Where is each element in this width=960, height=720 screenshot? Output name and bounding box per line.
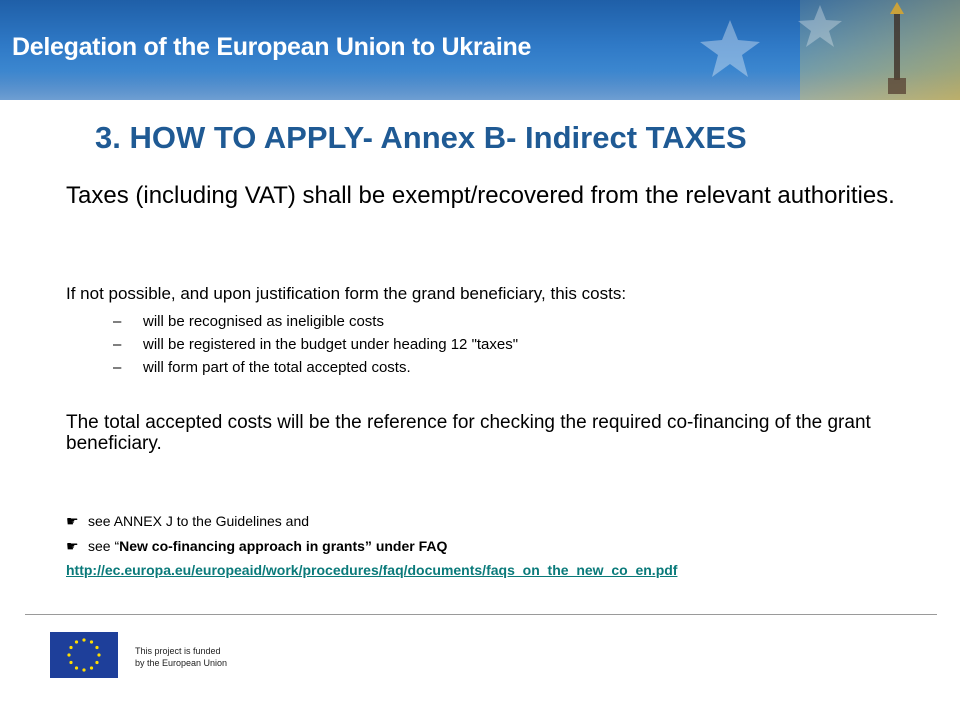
eu-star bbox=[82, 638, 85, 641]
condition-paragraph: If not possible, and upon justification form the grand beneficiary, this costs: bbox=[66, 284, 627, 303]
cost-bullet-list bbox=[113, 310, 518, 379]
slide-title: 3. HOW TO APPLY- Annex B- Indirect TAXES bbox=[95, 120, 747, 155]
eu-flag-icon bbox=[50, 632, 118, 678]
reference-faq bbox=[66, 538, 447, 555]
eu-star bbox=[82, 668, 85, 671]
header-banner bbox=[0, 0, 960, 100]
reference-prefix: see “ bbox=[88, 538, 120, 554]
funding-line-2: by the European Union bbox=[135, 658, 228, 668]
list-item bbox=[113, 333, 518, 356]
eu-star bbox=[75, 640, 78, 643]
funding-notice bbox=[135, 645, 227, 669]
bullet-dash: – bbox=[113, 336, 122, 353]
reference-text: see ANNEX J to the Guidelines and bbox=[88, 513, 310, 529]
eu-star bbox=[69, 661, 72, 664]
cofinancing-paragraph: The total accepted costs will be the reference for checking the required co-financing of the grant beneficiary. bbox=[66, 412, 871, 454]
list-item bbox=[113, 310, 518, 333]
bullet-dash: – bbox=[113, 359, 122, 376]
bullet-text: will be registered in the budget under heading 12 "taxes" bbox=[143, 336, 519, 353]
eu-star bbox=[95, 661, 98, 664]
eu-star bbox=[69, 646, 72, 649]
faq-document-link[interactable]: http://ec.europa.eu/europeaid/work/procedures/faq/documents/faqs_on_the_new_co_en.pdf bbox=[66, 562, 678, 578]
eu-star bbox=[90, 666, 93, 669]
eu-star bbox=[75, 666, 78, 669]
footer-divider bbox=[25, 614, 937, 615]
banner-decoration-image bbox=[680, 0, 960, 100]
list-item bbox=[113, 356, 518, 379]
banner-title: Delegation of the European Union to Ukraine bbox=[12, 33, 532, 61]
eu-star bbox=[90, 640, 93, 643]
pointing-hand-icon: ☛ bbox=[66, 538, 79, 554]
lead-paragraph: Taxes (including VAT) shall be exempt/recovered from the relevant authorities. bbox=[66, 182, 895, 209]
bullet-text: will form part of the total accepted costs. bbox=[143, 359, 411, 376]
pointing-hand-icon: ☛ bbox=[66, 513, 79, 529]
eu-star bbox=[95, 646, 98, 649]
reference-annex-j bbox=[66, 513, 309, 530]
bullet-dash: – bbox=[113, 313, 122, 330]
bullet-text: will be recognised as ineligible costs bbox=[143, 313, 384, 330]
eu-star bbox=[67, 653, 70, 656]
eu-star bbox=[97, 653, 100, 656]
reference-bold-text: New co-financing approach in grants” under FAQ bbox=[119, 538, 448, 554]
funding-line-1: This project is funded bbox=[135, 646, 221, 656]
